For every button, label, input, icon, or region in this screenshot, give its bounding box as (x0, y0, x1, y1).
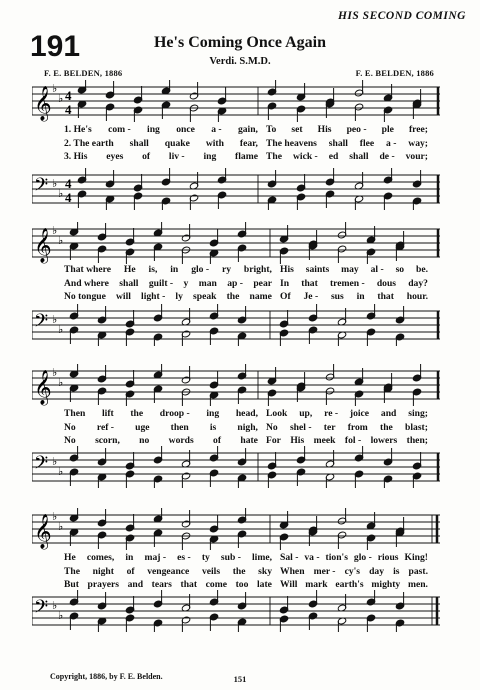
flat-sign-icon: ♭ (58, 376, 64, 389)
lyric-syllable: and (380, 408, 397, 419)
lyric-line-left (64, 579, 272, 590)
treble-clef-icon: 𝄞 (34, 228, 52, 263)
lyric-syllable: vengeance (147, 565, 190, 577)
lyric-syllable: ed (328, 151, 339, 162)
lyric-syllable: then; (406, 435, 428, 446)
treble-staff-1 (32, 80, 440, 122)
lyric-syllable: tremen - (329, 277, 365, 289)
lyric-syllable: And where (64, 277, 109, 289)
lyric-line-left (64, 278, 272, 289)
flat-sign-icon: ♭ (58, 323, 64, 336)
lyric-syllable: fol - (344, 435, 362, 446)
bass-clef-icon: 𝄢 (34, 311, 49, 336)
lyric-syllable: King! (404, 552, 428, 563)
page-number: 151 (233, 674, 247, 684)
lyric-syllable: the (232, 565, 246, 577)
lyric-syllable: that (377, 291, 394, 302)
lyric-syllable: the (130, 408, 144, 419)
lyric-syllable: hour. (406, 291, 428, 302)
lyric-syllable: To (266, 124, 277, 135)
lyric-syllable: Je - (303, 291, 319, 302)
lyric-syllable: speak (193, 291, 217, 302)
lyric-syllable: comes, (86, 552, 115, 563)
lyric-syllable: earth's (335, 579, 364, 590)
time-signature-digit: 4 (65, 190, 72, 205)
flat-sign-icon: ♭ (52, 366, 58, 379)
lyric-syllable: saints (305, 264, 330, 275)
lyric-syllable: words (168, 435, 194, 446)
lyric-syllable: The (64, 565, 80, 577)
treble-clef-icon: 𝄞 (34, 370, 52, 405)
lyric-syllable: is (209, 421, 217, 433)
lyric-syllable: guilt - (148, 277, 174, 289)
lyric-syllable: set (291, 124, 303, 135)
lyric-syllable: tears (151, 579, 172, 590)
lyric-syllable: lowers (370, 435, 398, 446)
bass-staff-2 (32, 304, 440, 346)
lyric-syllable: es - (177, 552, 191, 563)
flat-sign-icon: ♭ (58, 520, 64, 533)
lyric-syllable: so (395, 264, 405, 275)
lyric-syllable: then (170, 421, 189, 433)
lyric-syllable: liv - (168, 151, 185, 162)
lyric-syllable: shall (328, 137, 348, 149)
flat-sign-icon: ♭ (52, 313, 58, 326)
lyric-syllable: the (226, 291, 240, 302)
lyric-line-left (64, 552, 272, 563)
bass-clef-icon: 𝄢 (34, 453, 49, 478)
time-signature-digit: 4 (65, 88, 72, 103)
lyric-line-left (64, 138, 258, 149)
lyric-syllable: cy's (344, 565, 361, 577)
lyric-syllable: eyes (106, 151, 124, 162)
lyric-syllable: ly (175, 291, 183, 302)
lyric-syllable: ap - (227, 277, 243, 289)
lyric-syllable: That where (64, 264, 111, 275)
lyric-syllable: man (198, 277, 217, 289)
lyric-syllable: peo - (346, 124, 367, 135)
flat-sign-icon: ♭ (58, 92, 64, 105)
lyric-syllable: night (92, 565, 114, 577)
lyric-syllable: in (170, 264, 179, 275)
lyric-syllable: No tongue (64, 291, 106, 302)
lyric-syllable: rious (377, 552, 399, 563)
lyric-syllable: is, (148, 264, 158, 275)
lyric-syllable: The (266, 151, 282, 162)
lyric-line-left (64, 422, 258, 433)
lyric-syllable: joice (349, 408, 370, 419)
hymn-title: He's Coming Once Again (153, 34, 326, 51)
lyric-syllable: His (290, 435, 305, 446)
lyric-syllable: flee (359, 137, 375, 149)
treble-staff-3 (32, 364, 440, 406)
lyric-syllable: com - (108, 124, 131, 135)
lyric-line-right (280, 566, 428, 577)
tune-name: Verdi. S.M.D. (209, 56, 271, 67)
lyric-syllable: ing (203, 151, 217, 162)
lyric-syllable: name (249, 291, 272, 302)
flat-sign-icon: ♭ (52, 599, 58, 612)
lyric-syllable: Then (64, 408, 86, 419)
lyric-syllable: No (64, 435, 76, 446)
flat-sign-icon: ♭ (52, 224, 58, 237)
flat-sign-icon: ♭ (58, 234, 64, 247)
lyric-syllable: be. (415, 264, 428, 275)
lyric-syllable: men. (407, 579, 428, 590)
lyric-syllable: No (266, 421, 278, 433)
lyric-syllable: a - (386, 137, 397, 149)
treble-staff-4 (32, 508, 440, 550)
lyric-line-right (266, 435, 428, 446)
treble-clef-icon: 𝄞 (34, 86, 52, 121)
lyric-syllable: vour; (405, 151, 428, 162)
flat-sign-icon: ♭ (52, 510, 58, 523)
lyric-syllable: come (205, 579, 227, 590)
lyric-syllable: wick - (292, 151, 318, 162)
lyric-syllable: de - (379, 151, 395, 162)
lyric-syllable: al - (370, 264, 384, 275)
lyric-syllable: prayers (87, 579, 119, 590)
lyric-syllable: shall (129, 137, 149, 149)
lyric-syllable: late (257, 579, 272, 590)
lyric-syllable: maj - (144, 552, 167, 563)
lyric-line-left (64, 435, 258, 446)
lyric-line-right (266, 138, 428, 149)
lyric-line-left (64, 291, 272, 302)
lyric-syllable: No (64, 421, 76, 433)
lyric-syllable: scorn, (95, 435, 120, 446)
lyric-syllable: fear, (239, 137, 258, 149)
lyric-syllable: past. (408, 565, 428, 577)
bass-clef-icon: 𝄢 (34, 175, 49, 200)
lyric-line-left (64, 566, 272, 577)
lyric-syllable: ty (201, 552, 210, 563)
lyric-syllable: day (369, 565, 385, 577)
flat-sign-icon: ♭ (52, 455, 58, 468)
treble-staff-2 (32, 222, 440, 264)
lyric-syllable: glo - (353, 552, 372, 563)
lyric-syllable: shel - (289, 421, 312, 433)
lyric-syllable: glo - (191, 264, 210, 275)
lyric-line-right (266, 124, 428, 135)
lyric-syllable: in (356, 291, 365, 302)
lyric-line-right (280, 291, 428, 302)
time-signature-digit: 4 (65, 176, 72, 191)
lyric-line-right (266, 151, 428, 162)
lyric-syllable: flame (235, 151, 258, 162)
lyric-syllable: droop - (159, 408, 190, 419)
lyric-syllable: that (301, 277, 318, 289)
lyric-syllable: His (280, 264, 294, 275)
bass-staff-1 (32, 168, 440, 210)
lyric-syllable: ter (323, 421, 336, 433)
lyric-syllable: will (115, 291, 131, 302)
lyric-syllable: and (127, 579, 144, 590)
lyric-syllable: way; (408, 137, 428, 149)
bass-staff-4 (32, 590, 440, 632)
words-credit: F. E. BELDEN, 1886 (44, 68, 123, 78)
lyric-syllable: free; (408, 124, 428, 135)
lyric-syllable: 1. He's (64, 124, 92, 135)
lyric-syllable: mer - (313, 565, 336, 577)
lyric-line-left (64, 408, 258, 419)
lyric-syllable: of (142, 151, 151, 162)
lyric-syllable: ing (147, 124, 160, 135)
lyric-line-left (64, 264, 272, 275)
lyric-syllable: veils (201, 565, 221, 577)
lyric-line-right (280, 552, 428, 563)
lyric-syllable: ple (381, 124, 394, 135)
lyric-line-right (280, 579, 428, 590)
lyric-syllable: pear (253, 277, 272, 289)
lyric-syllable: meek (313, 435, 336, 446)
lyric-syllable: bright, (243, 264, 272, 275)
lyric-syllable: sus (330, 291, 344, 302)
lyric-syllable: y (183, 277, 189, 289)
lyric-line-right (280, 264, 428, 275)
lyric-syllable: shall (119, 277, 139, 289)
bass-staff-3 (32, 446, 440, 488)
lyric-syllable: For (266, 435, 281, 446)
flat-sign-icon: ♭ (52, 82, 58, 95)
lyric-syllable: mark (305, 579, 328, 590)
lyric-syllable: with (205, 137, 224, 149)
lyric-syllable: day? (408, 277, 428, 289)
lyric-syllable: re - (324, 408, 339, 419)
lyric-syllable: a - (211, 124, 222, 135)
lyric-syllable: ref - (96, 421, 114, 433)
lyric-syllable: nigh, (237, 421, 258, 433)
lyric-syllable: hate (240, 435, 258, 446)
lyric-syllable: sub - (220, 552, 241, 563)
lyric-syllable: But (64, 579, 79, 590)
lyric-syllable: Sal - (280, 552, 299, 563)
lyric-syllable: tion's (325, 552, 348, 563)
lyric-syllable: once (176, 124, 195, 135)
lyric-syllable: no (139, 435, 150, 446)
lyric-syllable: His (317, 124, 332, 135)
lyric-syllable: va - (304, 552, 320, 563)
lyric-syllable: Will (280, 579, 298, 590)
lyric-syllable: lime, (252, 552, 272, 563)
time-signature-digit: 4 (65, 102, 72, 117)
lyric-syllable: 2. The earth (64, 137, 114, 149)
lyric-syllable: The heavens (266, 137, 317, 149)
lyric-syllable: head, (235, 408, 258, 419)
lyric-syllable: is (393, 565, 400, 577)
lyric-syllable: of (213, 435, 222, 446)
flat-sign-icon: ♭ (58, 187, 64, 200)
lyric-syllable: light - (141, 291, 166, 302)
lyric-syllable: blast; (405, 421, 428, 433)
lyric-syllable: ing (206, 408, 220, 419)
lyric-syllable: 3. His (64, 151, 88, 162)
lyric-syllable: up, (299, 408, 313, 419)
lyric-syllable: gain, (237, 124, 258, 135)
lyric-syllable: sing; (408, 408, 428, 419)
lyric-line-right (280, 278, 428, 289)
lyric-syllable: shall (349, 151, 369, 162)
lyric-syllable: Look (266, 408, 288, 419)
lyric-syllable: uge (135, 421, 150, 433)
flat-sign-icon: ♭ (58, 609, 64, 622)
treble-clef-icon: 𝄞 (34, 514, 52, 549)
lyric-syllable: lift (101, 408, 114, 419)
music-credit: F. E. BELDEN, 1886 (355, 68, 434, 78)
lyric-syllable: He (64, 552, 76, 563)
lyric-line-right (266, 422, 428, 433)
copyright-notice: Copyright, 1886, by F. E. Belden. (50, 672, 163, 681)
lyric-syllable: in (125, 552, 134, 563)
lyric-syllable: the (380, 421, 393, 433)
lyric-line-right (266, 408, 428, 419)
bass-clef-icon: 𝄢 (34, 597, 49, 622)
lyric-syllable: of (126, 565, 135, 577)
lyric-syllable: from (347, 421, 368, 433)
section-heading: HIS SECOND COMING (337, 10, 466, 22)
lyric-syllable: mighty (371, 579, 401, 590)
lyric-syllable: When (280, 565, 305, 577)
lyric-syllable: Of (280, 291, 291, 302)
lyric-syllable: quake (164, 137, 190, 149)
lyric-syllable: dous (376, 277, 397, 289)
hymn-number: 191 (30, 30, 81, 63)
lyric-syllable: that (180, 579, 198, 590)
lyric-syllable: ry (221, 264, 232, 275)
flat-sign-icon: ♭ (52, 177, 58, 190)
lyric-line-left (64, 151, 258, 162)
lyric-syllable: sky (258, 565, 272, 577)
lyric-syllable: He (123, 264, 136, 275)
lyric-line-left (64, 124, 258, 135)
lyric-syllable: In (280, 277, 290, 289)
lyric-syllable: too (235, 579, 249, 590)
flat-sign-icon: ♭ (58, 465, 64, 478)
lyric-syllable: may (341, 264, 359, 275)
